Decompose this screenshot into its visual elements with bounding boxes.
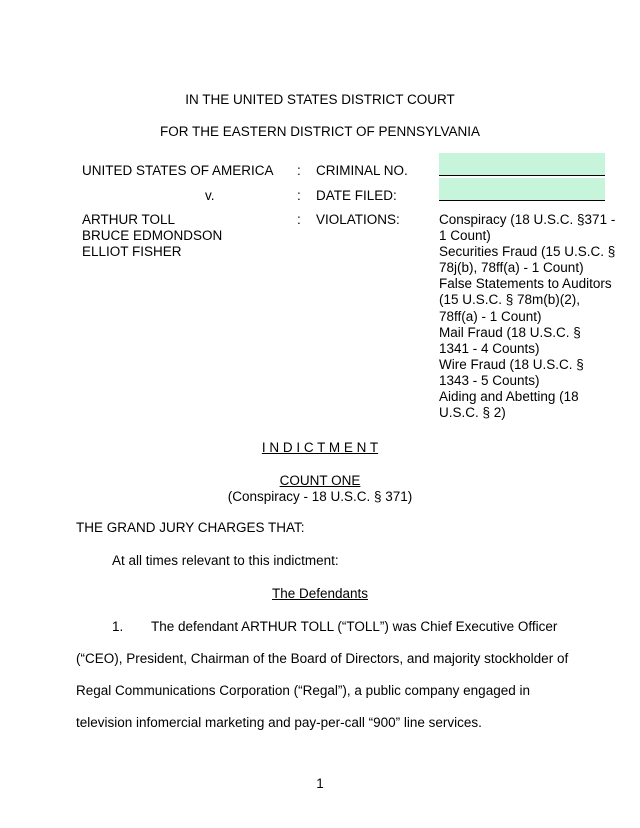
paragraph-number: 1. (112, 619, 124, 634)
violation-line: Conspiracy (18 U.S.C. §371 - (439, 212, 616, 227)
grand-jury-charges: THE GRAND JURY CHARGES THAT: (76, 520, 305, 535)
violation-line: Securities Fraud (15 U.S.C. § (439, 244, 616, 260)
date-filed-label: DATE FILED: (316, 188, 397, 203)
violation-line: U.S.C. § 2) (439, 405, 506, 421)
criminal-no-label: CRIMINAL NO. (316, 163, 408, 178)
court-district: FOR THE EASTERN DISTRICT OF PENNSYLVANIA (159, 124, 481, 139)
defendant-name: BRUCE EDMONDSON (82, 228, 223, 244)
violation-line: Aiding and Abetting (18 (439, 389, 579, 405)
violation-line: 78ff(a) - 1 Count) (439, 308, 542, 324)
violation-line: 78j(b), 78ff(a) - 1 Count) (439, 260, 584, 276)
date-filed-field[interactable] (439, 178, 605, 201)
court-name: IN THE UNITED STATES DISTRICT COURT (185, 92, 455, 107)
violations-label: VIOLATIONS: (316, 212, 400, 227)
violations-list (439, 212, 615, 421)
caption-colon: : (297, 212, 301, 227)
defendants-heading: The Defendants (271, 586, 369, 601)
plaintiff-name: UNITED STATES OF AMERICA (82, 163, 274, 178)
caption-colon: : (297, 163, 301, 178)
violation-line: (15 U.S.C. § 78m(b)(2), (439, 292, 581, 308)
defendant-name: ARTHUR TOLL (82, 212, 176, 227)
count-title: COUNT ONE (279, 473, 361, 488)
indictment-title: I N D I C T M E N T (261, 440, 379, 455)
defendant-name: ELLIOT FISHER (82, 244, 182, 260)
violation-line: False Statements to Auditors (439, 276, 612, 292)
violation-line: Mail Fraud (18 U.S.C. § (439, 324, 581, 340)
violation-line: 1343 - 5 Counts) (439, 372, 540, 388)
paragraph-line: The defendant ARTHUR TOLL (“TOLL”) was Chief Executive Officer (151, 619, 558, 634)
violation-line: 1 Count) (439, 228, 491, 244)
paragraph-line: Regal Communications Corporation (“Regal”), a public company engaged in (76, 683, 530, 698)
paragraph-line: television infomercial marketing and pay-per-call “900” line services. (76, 715, 482, 730)
defendants-list (82, 212, 222, 260)
versus: v. (205, 188, 215, 203)
relevant-times: At all times relevant to this indictment: (112, 553, 339, 568)
page-number: 1 (316, 776, 324, 791)
caption-colon: : (297, 188, 301, 203)
paragraph-line: (“CEO), President, Chairman of the Board of Directors, and majority stockholder of (76, 651, 569, 666)
count-subtitle: (Conspiracy - 18 U.S.C. § 371) (227, 489, 413, 504)
criminal-no-field[interactable] (439, 153, 605, 176)
violation-line: Wire Fraud (18 U.S.C. § (439, 356, 584, 372)
violation-line: 1341 - 4 Counts) (439, 340, 540, 356)
